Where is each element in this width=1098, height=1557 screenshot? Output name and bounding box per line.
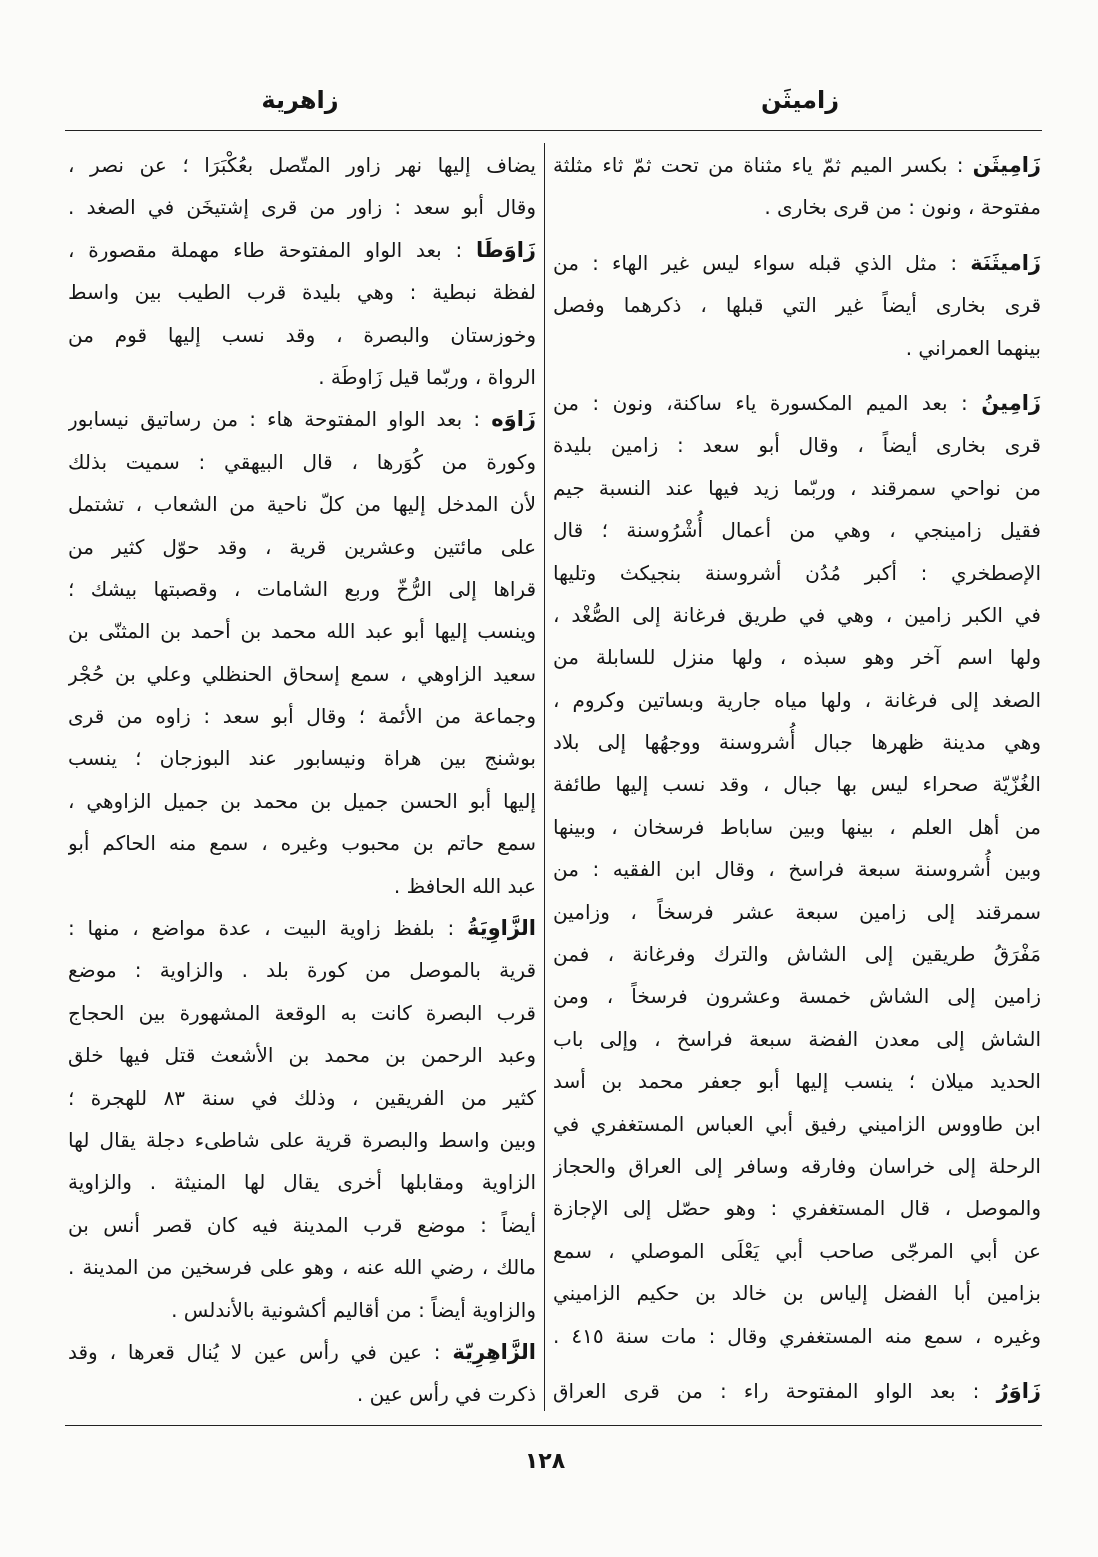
headword: زَاوَطَا bbox=[475, 237, 536, 262]
entry-line: الصغد إلى فرغانة ، ولها مياه جارية وبساتين وكروم ، bbox=[553, 687, 1041, 712]
entry-line: وبين أُشروسنة سبعة فراسخ ، وقال ابن الفقيه : من bbox=[553, 857, 1041, 882]
running-head-left: زاهرية bbox=[261, 86, 339, 114]
page-number: ١٢٨ bbox=[524, 1449, 566, 1474]
entry-text: : بعد الواو المفتوحة هاء : من رساتيق نيسابور bbox=[68, 407, 481, 432]
entry-line: مالك ، رضي الله عنه ، وهو على فرسخين من المدينة . bbox=[68, 1255, 536, 1280]
entry-zamithana bbox=[553, 242, 1041, 369]
entry-zawta bbox=[68, 229, 536, 399]
entry-zawiya bbox=[68, 907, 536, 1331]
headword: زَاوَرُ bbox=[996, 1378, 1041, 1403]
entry-line: الغُزّيّة صحراء ليس بها جبال ، وقد نسب إليها طائفة bbox=[553, 772, 1041, 797]
headword: الزَّاوِيَةُ bbox=[466, 916, 536, 941]
entry-line bbox=[68, 1331, 536, 1373]
entry-line: وجماعة من الأئمة ؛ وقال أبو سعد : زاوه من قرى bbox=[68, 704, 536, 729]
entry-line: وينسب إليها أبو عبد الله محمد بن أحمد بن المثنّى بن bbox=[68, 619, 536, 644]
running-head-right: زاميثَن bbox=[760, 86, 840, 114]
entry-zawah bbox=[68, 398, 536, 907]
entry-line: عبد الله الحافظ . bbox=[393, 873, 536, 898]
entry-line: مفتوحة ، ونون : من قرى بخارى . bbox=[764, 195, 1041, 220]
entry-zahiriya bbox=[68, 1331, 536, 1416]
entry-line bbox=[553, 1370, 1041, 1412]
entry-line bbox=[553, 382, 1041, 424]
entry-line: وبين واسط والبصرة قرية على شاطىء دجلة يقال لها bbox=[68, 1127, 536, 1152]
entry-line: والزاوية أيضاً : من أقاليم أكشونية بالأندلس . bbox=[171, 1297, 536, 1322]
entry-line: ذكرت في رأس عين . bbox=[356, 1382, 536, 1407]
entry-line: وخوزستان والبصرة ، وقد نسب إليها قوم من bbox=[68, 322, 536, 347]
top-rule bbox=[65, 130, 1042, 131]
entry-text: : بعد الميم المكسورة ياء ساكنة، ونون : من bbox=[553, 390, 968, 415]
entry-line: الشاش إلى معدن الفضة سبعة فراسخ ، وإلى باب bbox=[553, 1026, 1041, 1051]
entry-line: من أهل العلم ، بينها وبين ساباط فرسخان ، وبينها bbox=[553, 814, 1041, 839]
bottom-rule bbox=[65, 1425, 1042, 1426]
entry-line: سمع حاتم بن محبوب وغيره ، سمع منه الحاكم أبو bbox=[68, 831, 536, 856]
entry-line: على مائتين وعشرين قرية ، وقد حوّل كثير من bbox=[68, 534, 536, 559]
entry-line: الرحلة إلى خراسان وفارقه وسافر إلى العراق والحجاز bbox=[553, 1153, 1041, 1178]
entry-zamin bbox=[553, 382, 1041, 1357]
entry-line: الإصطخري : أكبر مُدُن أشروسنة بنجيكث وتليها bbox=[553, 560, 1041, 585]
entry-line: الرواة ، وربّما قيل زَاوطَة . bbox=[318, 364, 536, 389]
entry-zawar bbox=[553, 1370, 1041, 1412]
entry-line: وغيره ، سمع منه المستغفري وقال : مات سنة ٤١٥ . bbox=[553, 1323, 1041, 1348]
headword: زَاميثَنَة bbox=[970, 250, 1041, 275]
entry-line: وكورة من كُوَرها ، قال البيهقي : سميت بذلك bbox=[68, 449, 536, 474]
entry-zamithan bbox=[553, 144, 1041, 229]
entry-line: قرية بالموصل من كورة بلد . والزاوية : موضع bbox=[68, 958, 536, 983]
entry-line: وعبد الرحمن بن محمد بن الأشعث قتل فيها خلق bbox=[68, 1043, 536, 1068]
entry-text: : عين في رأس عين لا يُنال قعرها ، وقد bbox=[68, 1339, 441, 1364]
entry-zawar-continued bbox=[68, 144, 536, 229]
entry-line: أيضاً : موضع قرب المدينة فيه كان قصر أنس بن bbox=[68, 1212, 536, 1237]
entry-line bbox=[68, 398, 536, 440]
right-column bbox=[553, 144, 1041, 1412]
entry-line: بزامين أبا الفضل إلياس بن خالد بن حكيم الزاميني bbox=[553, 1281, 1041, 1306]
entry-line: وهي مدينة ظهرها جبال أُشروسنة ووجهُها إلى بلاد bbox=[553, 730, 1041, 755]
headword: زَامِينُ bbox=[981, 390, 1041, 415]
entry-text: : مثل الذي قبله سواء ليس غير الهاء : من bbox=[553, 250, 958, 275]
entry-line: الحديد ميلان ؛ ينسب إليها أبو جعفر محمد بن أسد bbox=[553, 1069, 1041, 1094]
entry-line: وقال أبو سعد : زاور من قرى إشتيخَن في الصغد . bbox=[68, 195, 536, 220]
entry-line: من نواحي سمرقند ، وربّما زيد فيها عند النسبة جيم bbox=[553, 475, 1041, 500]
headword: زَاوَه bbox=[491, 407, 536, 432]
entry-line: لأن المدخل إليها من كلّ ناحية من الشعاب ، تشتمل bbox=[68, 492, 536, 517]
entry-line: يضاف إليها نهر زاور المتّصل بعُكْبَرَا ؛ عن نصر ، bbox=[68, 153, 536, 177]
entry-line: ابن طاووس الزاميني رفيق أبي العباس المستغفري في bbox=[553, 1111, 1041, 1136]
entry-line: قراها إلى الرُّخّ وربع الشامات ، وقصبتها بيشك ؛ bbox=[68, 576, 536, 601]
entry-line: الزاوية ومقابلها أخرى يقال لها المنيثة . والزاوية bbox=[68, 1170, 536, 1195]
entry-line: سعيد الزاوهي ، سمع إسحاق الحنظلي وعلي بن حُجْر bbox=[68, 661, 536, 686]
entry-line: في الكبر زامين ، وهي في طريق فرغانة إلى الصُّغْد ، bbox=[553, 602, 1041, 627]
headword: الزَّاهِرِيّة bbox=[452, 1339, 536, 1364]
column-divider bbox=[544, 143, 545, 1411]
entry-line: بينهما العمراني . bbox=[905, 335, 1041, 360]
entry-line bbox=[68, 229, 536, 271]
entry-line: والموصل ، قال المستغفري : وهو حصّل إلى الإجازة bbox=[553, 1196, 1041, 1221]
entry-line bbox=[553, 242, 1041, 284]
entry-line bbox=[553, 144, 1041, 186]
entry-line: إليها أبو الحسن جميل بن محمد بن جميل الزاوهي ، bbox=[68, 788, 536, 813]
entry-line: بوشنج بين هراة ونيسابور عند البوزجان ؛ ينسب bbox=[68, 746, 536, 771]
entry-line: لفظة نبطية : وهي بليدة قرب الطيب بين واسط bbox=[68, 280, 536, 305]
entry-text: : بلفظ زاوية البيت ، عدة مواضع ، منها : bbox=[68, 916, 455, 941]
entry-line: كثير من الفريقين ، وذلك في سنة ٨٣ للهجرة ؛ bbox=[68, 1085, 536, 1110]
entry-text: : بعد الواو المفتوحة راء : من قرى العراق bbox=[553, 1378, 980, 1403]
entry-line: ولها اسم آخر وهو سبذه ، ولها منزل للسابلة من bbox=[553, 645, 1041, 670]
entry-line: سمرقند إلى زامين سبعة عشر فرسخاً ، وزامين bbox=[553, 899, 1041, 924]
entry-text: : بعد الواو المفتوحة طاء مهملة مقصورة ، bbox=[68, 237, 463, 262]
left-column bbox=[68, 144, 536, 1416]
headword: زَامِيثَن bbox=[972, 153, 1041, 177]
entry-line: قرى بخارى أيضاً ، وقال أبو سعد : زامين بليدة bbox=[553, 433, 1041, 458]
entry-line: فقيل زامينجي ، وهي من أعمال أُشْرُوسنة ؛ قال bbox=[553, 518, 1041, 543]
entry-line: عن أبي المرجّى صاحب أبي يَعْلَى الموصلي ، سمع bbox=[553, 1238, 1041, 1263]
entry-line: قرى بخارى أيضاً غير التي قبلها ، ذكرهما وفصل bbox=[553, 293, 1041, 318]
entry-line: مَفْرَقُ طريقين إلى الشاش والترك وفرغانة ، فمن bbox=[553, 942, 1041, 967]
entry-line bbox=[68, 907, 536, 949]
entry-line: زامين إلى الشاش خمسة وعشرون فرسخاً ، ومن bbox=[553, 984, 1041, 1009]
entry-text: : بكسر الميم ثمّ ياء مثناة من تحت ثمّ ثاء مثلثة bbox=[553, 153, 964, 177]
entry-line: قرب البصرة كانت به الوقعة المشهورة بين الحجاج bbox=[68, 1000, 536, 1025]
